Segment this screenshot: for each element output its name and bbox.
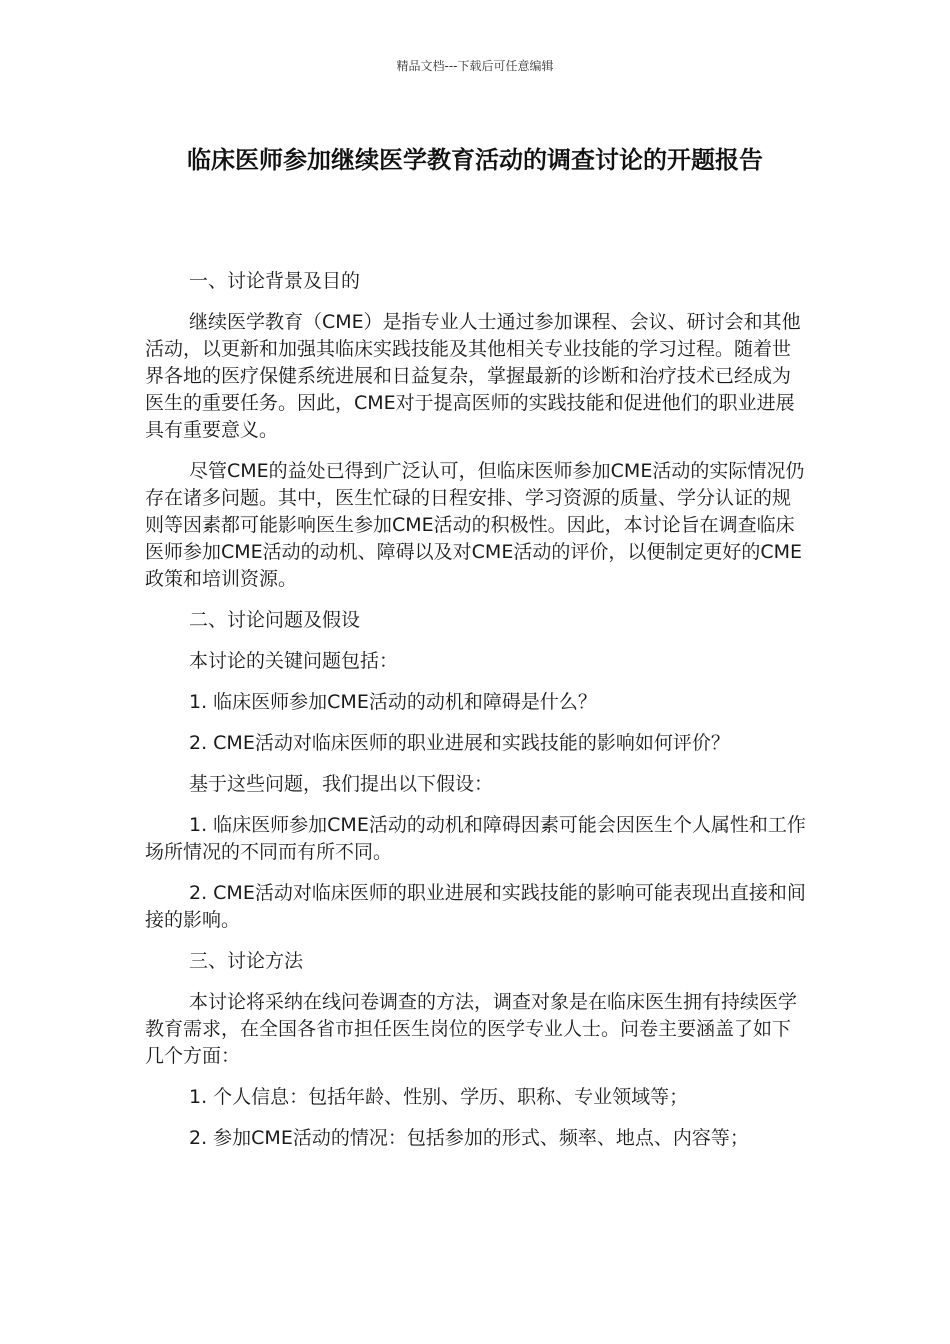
header-note: 精品文档---下载后可任意编辑 xyxy=(396,59,554,73)
document-body xyxy=(145,268,807,1166)
document-title: 临床医师参加继续医学教育活动的调查讨论的开题报告 xyxy=(187,146,763,174)
paragraph-cme-problems: 尽管CME的益处已得到广泛认可，但临床医师参加CME活动的实际情况仍存在诸多问题。其中，医生忙碌的日程安排、学习资源的质量、学分认证的规则等因素都可能影响医生参加CME活动的积极性。因此，本讨论旨在调查临床医师参加CME活动的动机、障碍以及对CME活动的评价，以便制定更好的CME政策和培训资源。 xyxy=(145,460,805,590)
survey-item-1: 1. 个人信息：包括年龄、性别、学历、职称、专业领域等； xyxy=(189,1086,689,1108)
question-item-2: 2. CME活动对临床医师的职业进展和实践技能的影响如何评价？ xyxy=(189,732,730,754)
paragraph-hypotheses-intro: 基于这些问题，我们提出以下假设： xyxy=(189,773,494,795)
paragraph-cme-definition: 继续医学教育（CME）是指专业人士通过参加课程、会议、研讨会和其他活动，以更新和加强其临床实践技能及其他相关专业技能的学习过程。随着世界各地的医疗保健系统进展和日益复杂，掌握最新的诊断和治疗技术已经成为医生的重要任务。因此，CME对于提高医师的实践技能和促进他们的职业进展具有重要意义。 xyxy=(145,311,801,441)
section-heading-questions: 二、讨论问题及假设 xyxy=(189,609,361,631)
question-item-1: 1. 临床医师参加CME活动的动机和障碍是什么？ xyxy=(189,691,597,713)
section-heading-background: 一、讨论背景及目的 xyxy=(189,270,361,292)
section-heading-methods: 三、讨论方法 xyxy=(189,950,304,972)
survey-item-2: 2. 参加CME活动的情况：包括参加的形式、频率、地点、内容等； xyxy=(189,1127,749,1149)
hypothesis-item-1: 1. 临床医师参加CME活动的动机和障碍因素可能会因医生个人属性和工作场所情况的不同而有所不同。 xyxy=(145,814,806,863)
paragraph-methods: 本讨论将采纳在线问卷调查的方法，调查对象是在临床医生拥有持续医学教育需求，在全国各省市担任医生岗位的医学专业人士。问卷主要涵盖了如下几个方面： xyxy=(145,991,798,1067)
paragraph-key-questions-intro: 本讨论的关键问题包括： xyxy=(189,650,399,672)
hypothesis-item-2: 2. CME活动对临床医师的职业进展和实践技能的影响可能表现出直接和间接的影响。 xyxy=(145,882,806,931)
